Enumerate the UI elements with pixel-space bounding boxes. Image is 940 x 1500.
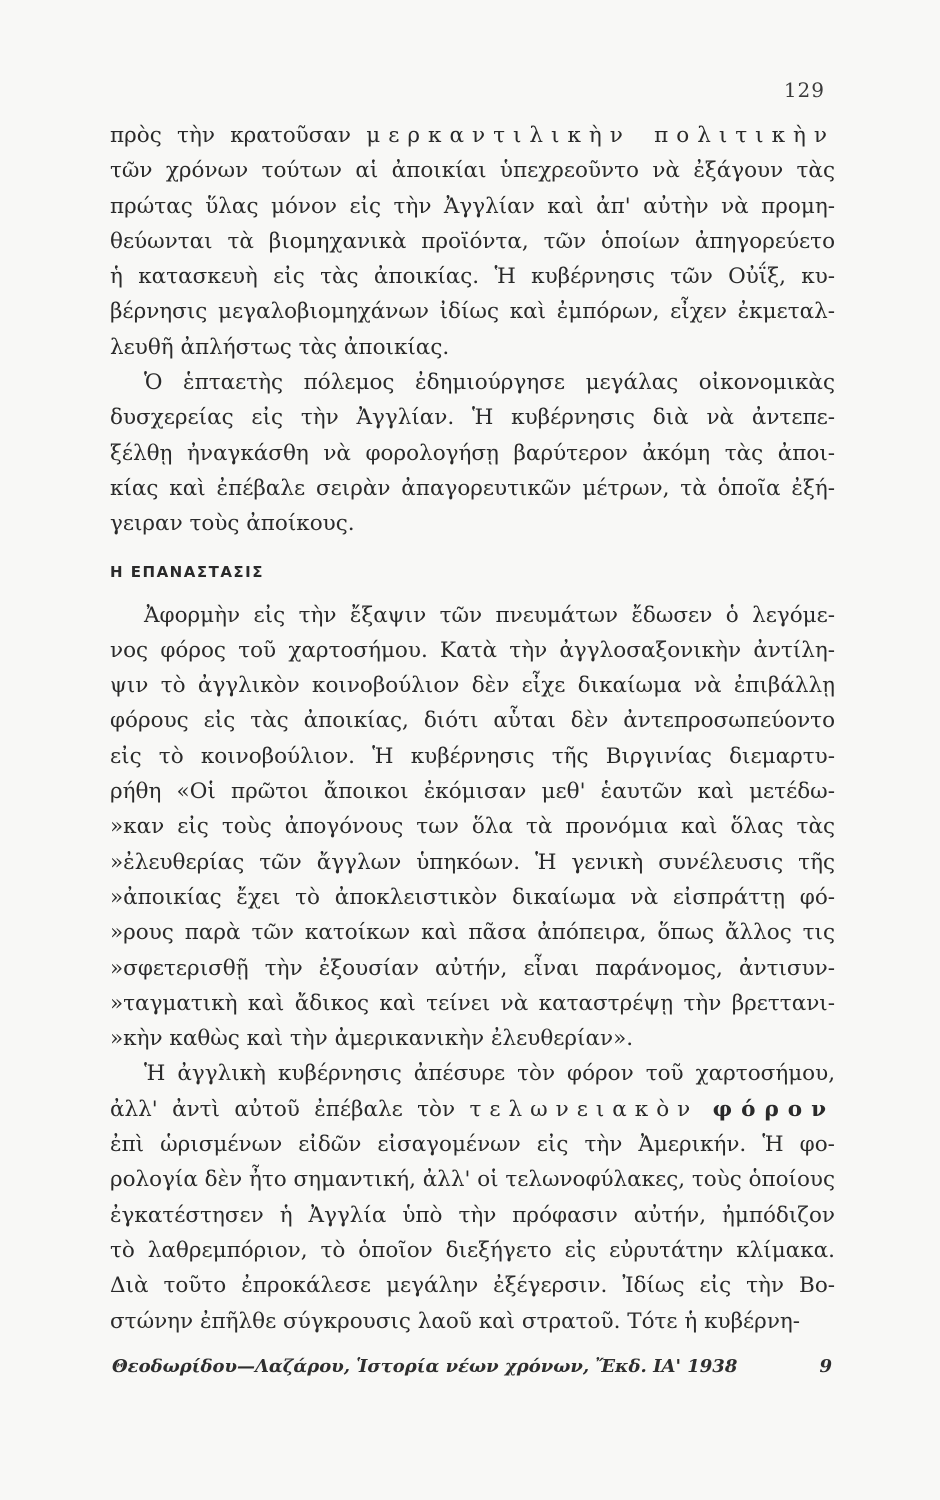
text-line: θεύωνται τὰ βιομηχανικὰ προϊόντα, τῶν ὁποίων ἀπηγορεύετο: [110, 228, 836, 254]
text-line: ξέλθῃ ἠναγκάσθη νὰ φορολογήσῃ βαρύτερον ἀκόμη τὰς ἀποι-: [110, 440, 836, 466]
text-line: »ἐλευθερίας τῶν ἄγγλων ὑπηκόων. Ἡ γενικὴ συνέλευσις τῆς: [110, 849, 836, 875]
text-line: Ἀφορμὴν εἰς τὴν ἔξαψιν τῶν πνευμάτων ἔδωσεν ὁ λεγόμε-: [144, 602, 836, 628]
text-line: ἡ κατασκευὴ εἰς τὰς ἀποικίας. Ἡ κυβέρνησις τῶν Οὐΐξ, κυ-: [110, 264, 836, 290]
body-text: [110, 118, 835, 1339]
text-segment: ἀλλ' ἀντὶ αὐτοῦ ἐπέβαλε τὸν: [110, 1096, 456, 1122]
text-line: »σφετερισθῇ τὴν ἐξουσίαν αὐτήν, εἶναι παράνομος, ἀντισυν-: [110, 955, 836, 981]
text-line: »κὴν καθὼς καὶ τὴν ἀμερικανικὴν ἐλευθερίαν».: [110, 1026, 634, 1052]
footer: [112, 1356, 832, 1377]
footer-citation: Θεοδωρίδου—Λαζάρου, Ἱστορία νέων χρόνων, Ἔκδ. ΙΑ' 1938: [112, 1356, 738, 1377]
paragraph-4: [110, 1056, 835, 1338]
bold-spaced-text-segment: φόρον: [712, 1096, 836, 1122]
signature-number: 9: [819, 1356, 832, 1377]
text-line: »ταγματικὴ καὶ ἄδικος καὶ τείνει νὰ καταστρέψῃ τὴν βρεττανι-: [110, 990, 835, 1016]
text-line: ψιν τὸ ἀγγλικὸν κοινοβούλιον δὲν εἶχε δικαίωμα νὰ ἐπιβάλλῃ: [110, 673, 836, 699]
text-line: δυσχερείας εἰς τὴν Ἀγγλίαν. Ἡ κυβέρνησις διὰ νὰ ἀντεπε-: [110, 405, 836, 431]
text-line: φόρους εἰς τὰς ἀποικίας, διότι αὗται δὲν ἀντεπροσωπεύοντο: [110, 708, 836, 734]
paragraph-1: [110, 118, 835, 365]
text-line: Διὰ τοῦτο ἐπροκάλεσε μεγάλην ἐξέγερσιν. Ἰδίως εἰς τὴν Βο-: [110, 1273, 836, 1299]
text-line: βέρνησις μεγαλοβιομηχάνων ἰδίως καὶ ἐμπόρων, εἶχεν ἐκμεταλ-: [110, 299, 836, 325]
paragraph-3: [110, 598, 835, 1057]
spaced-text-segment: τελωνειακὸν: [469, 1096, 699, 1122]
text-line: ρολογία δὲν ἦτο σημαντική, ἀλλ' οἱ τελωνοφύλακες, τοὺς ὁποίους: [110, 1167, 835, 1193]
text-line: τῶν χρόνων τούτων αἱ ἀποικίαι ὑπεχρεοῦντο νὰ ἐξάγουν τὰς: [110, 158, 835, 184]
text-line: τὸ λαθρεμπόριον, τὸ ὁποῖον διεξήγετο εἰς εὐρυτάτην κλίμακα.: [110, 1237, 835, 1263]
text-line: Ἡ ἀγγλικὴ κυβέρνησις ἀπέσυρε τὸν φόρον τοῦ χαρτοσήμου,: [144, 1061, 836, 1087]
text-line: [110, 118, 835, 153]
text-line: ἐπὶ ὡρισμένων εἰδῶν εἰσαγομένων εἰς τὴν Ἀμερικήν. Ἡ φο-: [110, 1132, 835, 1158]
text-line: »ἀποικίας ἔχει τὸ ἀποκλειστικὸν δικαίωμα νὰ εἰσπράττῃ φό-: [110, 884, 836, 910]
paragraph-2: [110, 365, 835, 541]
text-line: »καν εἰς τοὺς ἀπογόνους των ὅλα τὰ προνόμια καὶ ὅλας τὰς: [110, 814, 836, 840]
text-line: Ὁ ἑπταετὴς πόλεμος ἐδημιούργησε μεγάλας οἰκονομικὰς: [144, 370, 835, 396]
text-line: στώνην ἐπῆλθε σύγκρουσις λαοῦ καὶ στρατοῦ. Τότε ἡ κυβέρνη-: [110, 1308, 801, 1334]
text-line: νος φόρος τοῦ χαρτοσήμου. Κατὰ τὴν ἀγγλοσαξονικὴν ἀντίλη-: [110, 637, 836, 663]
text-line: εἰς τὸ κοινοβούλιον. Ἡ κυβέρνησις τῆς Βιργινίας διεμαρτυ-: [110, 743, 835, 769]
text-line: λευθῆ ἀπλήστως τὰς ἀποικίας.: [110, 334, 450, 360]
spaced-text-segment: μερκαντιλικὴν πολιτικὴν: [366, 123, 835, 148]
text-line: »ρους παρὰ τῶν κατοίκων καὶ πᾶσα ἀπόπειρα, ὅπως ἄλλος τις: [110, 920, 836, 946]
text-line: πρώτας ὕλας μόνον εἰς τὴν Ἀγγλίαν καὶ ἀπ' αὐτὴν νὰ προμη-: [110, 193, 835, 219]
text-line: [110, 1092, 835, 1127]
text-line: ρήθη «Οἱ πρῶτοι ἄποικοι ἐκόμισαν μεθ' ἑαυτῶν καὶ μετέδω-: [110, 779, 835, 805]
page-number: 129: [783, 78, 825, 102]
text-segment: πρὸς τὴν κρατοῦσαν: [110, 123, 351, 148]
text-line: ἐγκατέστησεν ἡ Ἀγγλία ὑπὸ τὴν πρόφασιν αὐτήν, ἠμπόδιζον: [110, 1202, 835, 1228]
section-heading: Η ΕΠΑΝΑΣΤΑΣΙΣ: [110, 562, 265, 581]
text-line: γειραν τοὺς ἀποίκους.: [110, 511, 355, 537]
text-line: κίας καὶ ἐπέβαλε σειρὰν ἀπαγορευτικῶν μέτρων, τὰ ὁποῖα ἐξή-: [110, 475, 835, 501]
